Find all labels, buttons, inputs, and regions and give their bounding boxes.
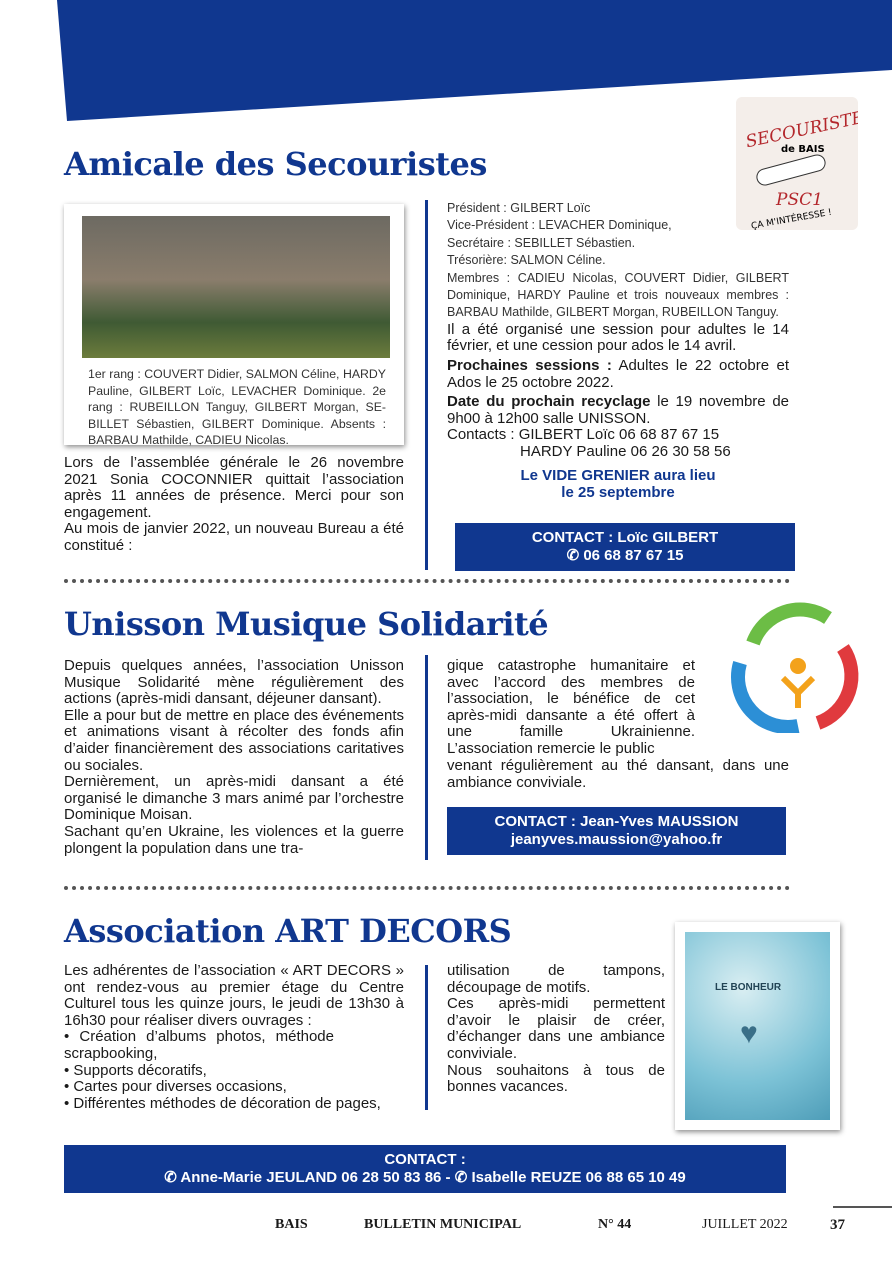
page-number: 37 bbox=[830, 1217, 845, 1233]
next-sessions: Prochaines sessions : Adultes le 22 octobre et Ados le 25 octobre 2022. bbox=[447, 357, 789, 391]
heart-icon: ♥ bbox=[740, 1017, 758, 1050]
footer-issue: N° 44 bbox=[598, 1217, 632, 1232]
recycle-date: Date du prochain recyclage le 19 novembre de 9h00 à 12h00 salle UNISSON. bbox=[447, 393, 789, 427]
svg-text:SECOURISTES: SECOURISTES bbox=[743, 105, 858, 153]
email-link[interactable]: jeanyves.maussion@yahoo.fr bbox=[510, 831, 723, 848]
unisson-logo bbox=[728, 598, 868, 733]
secouristes-right-column bbox=[447, 200, 789, 501]
section-divider bbox=[64, 886, 790, 890]
contact-box-secouristes: CONTACT : Loïc GILBERT ✆ 06 68 87 67 15 bbox=[455, 523, 795, 571]
photo-caption: 1er rang : COUVERT Didier, SALMON Céline, HARDY Pauline, GILBERT Loïc, LEVACHER Dominique. 2e rang : RUBEILLON Tanguy, GILBERT Morgan, SE-BILLET Sébastien, GILBERT Dominique. Absents : BARBAU Mathilde, CADIEU Nicolas. bbox=[88, 367, 386, 448]
column-divider bbox=[425, 200, 428, 570]
contacts-line: Contacts : GILBERT Loïc 06 68 87 67 15 bbox=[447, 426, 720, 444]
column-divider bbox=[425, 965, 428, 1110]
svg-text:de BAIS: de BAIS bbox=[781, 144, 825, 155]
footer-bulletin: BULLETIN MUNICIPAL bbox=[364, 1217, 522, 1232]
art-decors-left-text: Les adhérentes de l’association « ART DECORS » ont rendez-vous au premier étage du Centre Culturel tous les quinze jours, le jeudi de 13h30 à 16h30 pour réaliser divers ouvrages : • Création d’albums photos, méthode scrapbooking, • Supports décoratifs, • Cartes pour diverses occasions, • Différentes méthodes de décoration de pages, bbox=[64, 962, 404, 1112]
unisson-right-text: gique catastrophe humanitaire et avec l’accord des membres de l’association, le bénéfice de cet après-midi dansante a été offert à une famille Ukrainienne. L’association remercie le public bbox=[447, 657, 695, 757]
svg-text:PSC1: PSC1 bbox=[776, 190, 823, 210]
section-title-art-decors: Association ART DECORS bbox=[64, 912, 512, 950]
contact-box-art-decors: CONTACT : ✆ Anne-Marie JEULAND 06 28 50 83 86 - ✆ Isabelle REUZE 06 88 65 10 49 bbox=[64, 1145, 786, 1193]
unisson-right-text-cont: venant régulièrement au thé dansant, dans une ambiance conviviale. bbox=[447, 757, 789, 791]
sessions-text: Il a été organisé une session pour adultes le 14 février, et une cession pour ados le 14 avril. bbox=[447, 320, 789, 355]
unisson-left-text: Depuis quelques années, l’association Unisson Musique Solidarité mène régulièrement des actions (après-midi dansant, déjeuner dansant). Elle a pour but de mettre en place des événements et animations visant à récolter des fonds afin d’aider financièrement des associations caritatives ou sociales. Dernièrement, un après-midi dansant a été organisé le dimanche 3 mars animé par l’orchestre Dominique Moisan. Sachant qu’en Ukraine, les violences et la guerre plongent la population dans une tra- bbox=[64, 657, 404, 857]
section-title-unisson: Unisson Musique Solidarité bbox=[64, 605, 549, 643]
group-photo bbox=[82, 216, 390, 358]
footer-rule bbox=[833, 1206, 892, 1208]
column-divider bbox=[425, 655, 428, 860]
section-divider bbox=[64, 579, 790, 583]
vide-grenier-notice: Le VIDE GRENIER aura lieu le 25 septembre bbox=[520, 466, 716, 501]
secouristes-intro: Lors de l’assemblée générale le 26 novembre 2021 Sonia COCONNIER quittait l’association après 11 années de présence. Merci pour son engagement. Au mois de janvier 2022, un nouveau Bureau a été constitué : bbox=[64, 454, 404, 554]
footer-town: BAIS bbox=[275, 1217, 308, 1232]
contacts-line: HARDY Pauline 06 26 30 58 56 bbox=[520, 443, 731, 460]
secouristes-photo-frame bbox=[64, 204, 404, 448]
footer-date: JUILLET 2022 bbox=[702, 1217, 788, 1232]
contact-box-unisson: CONTACT : Jean-Yves MAUSSION jeanyves.maussion@yahoo.fr bbox=[447, 807, 786, 855]
photo-card-text: LE BONHEUR bbox=[715, 982, 782, 993]
bureau-list: Président : GILBERT Loïc Vice-Président : LEVACHER Dominique, Secrétaire : SEBILLET Sébastien. Trésorière: SALMON Céline. Membres : CADIEU Nicolas, COUVERT Didier, GILBERT Dominique, HARDY Pauline et trois nouveaux membres : BARBAU Mathilde, GILBERT Morgan, RUBEILLON Tanguy. bbox=[447, 201, 789, 320]
svg-text:ÇA M'INTÉRESSE !: ÇA M'INTÉRESSE ! bbox=[750, 207, 833, 230]
art-decors-photo bbox=[675, 922, 840, 1130]
section-title-secouristes: Amicale des Secouristes bbox=[64, 145, 487, 183]
art-decors-right-text: utilisation de tampons, découpage de motifs. Ces après-midi permettent d’avoir le plaisir de créer, d’échanger dans une ambiance conviviale. Nous souhaitons à tous de bonnes vacances. bbox=[447, 962, 665, 1096]
